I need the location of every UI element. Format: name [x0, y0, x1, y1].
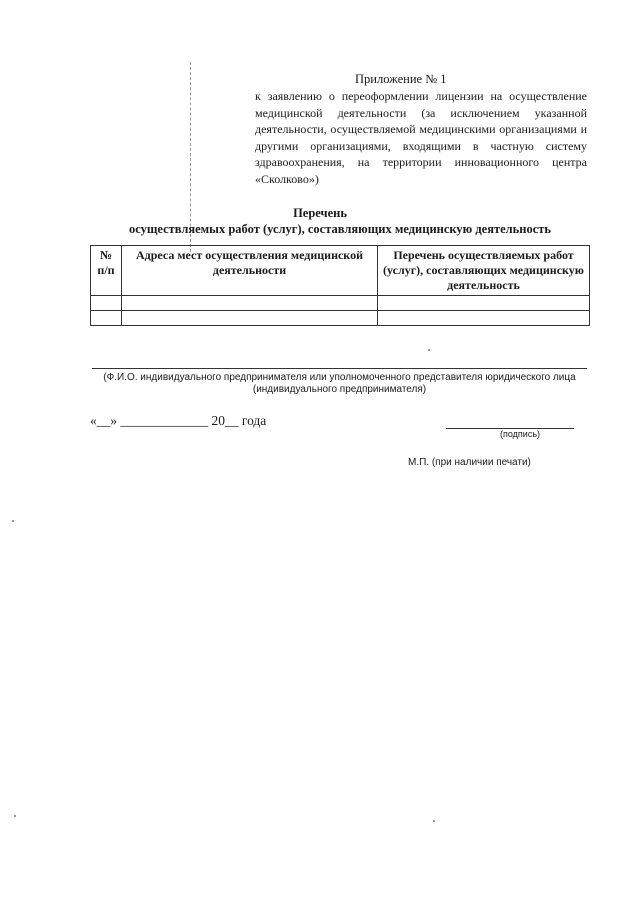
- list-subtitle: осуществляемых работ (услуг), составляющих медицинскую деятельность: [128, 222, 552, 236]
- table-cell[interactable]: [378, 296, 590, 311]
- header-address: Адреса мест осуществления медицинской деятельности: [122, 246, 378, 296]
- table-cell[interactable]: [122, 311, 378, 326]
- header-number: № п/п: [91, 246, 122, 296]
- name-signature-line[interactable]: [92, 368, 587, 369]
- table-cell[interactable]: [91, 311, 122, 326]
- header-services: Перечень осуществляемых работ (услуг), составляющих медицинскую деятельность: [378, 246, 590, 296]
- stamp-note: М.П. (при наличии печати): [408, 457, 531, 468]
- appendix-title: Приложение № 1: [355, 72, 447, 86]
- list-title: Перечень: [293, 206, 347, 220]
- table-row: [91, 296, 590, 311]
- scan-speck: [428, 349, 430, 351]
- signature-caption: (подпись): [500, 429, 541, 439]
- table-header-row: [91, 246, 590, 296]
- table-cell[interactable]: [122, 296, 378, 311]
- name-signature-caption: (Ф.И.О. индивидуального предпринимателя или уполномоченного представителя юридического лица (индивидуального предпринимателя): [103, 372, 576, 395]
- scan-speck: [14, 815, 16, 817]
- scan-speck: [433, 820, 435, 822]
- date-field[interactable]: «__» _____________ 20__ года: [90, 413, 267, 428]
- table-cell[interactable]: [378, 311, 590, 326]
- scan-speck: [12, 520, 14, 522]
- table-row: [91, 311, 590, 326]
- appendix-description: к заявлению о переоформлении лицензии на осуществление медицинской деятельности (за исключением указанной деятельности, осуществляемой медицинскими организациями и другими организациями, входящими в частную систему здравоохранения, на территории инновационного центра «Сколково»): [255, 89, 587, 186]
- works-table: [90, 245, 590, 326]
- table-cell[interactable]: [91, 296, 122, 311]
